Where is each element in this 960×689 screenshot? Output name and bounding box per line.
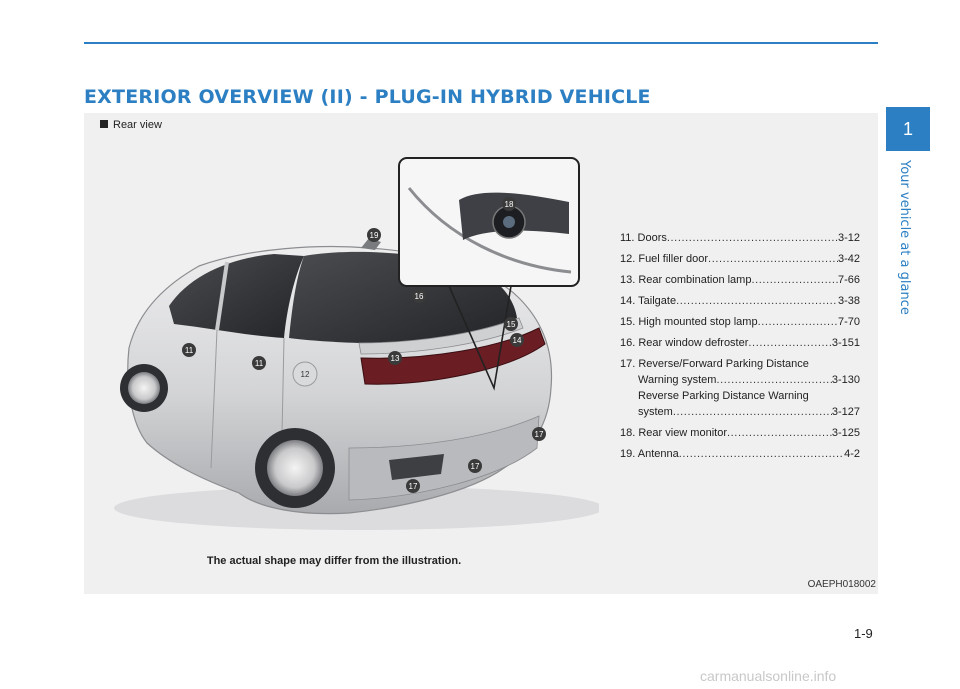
leader-dots xyxy=(673,404,832,420)
callout-17c xyxy=(406,479,420,493)
legend-page-ref[interactable]: 3-38 xyxy=(837,295,860,307)
callout-16 xyxy=(412,289,426,303)
callout-15 xyxy=(504,317,518,331)
side-windows xyxy=(169,254,304,338)
leader-dots xyxy=(667,230,838,246)
legend-label: 15. High mounted stop lamp xyxy=(620,316,758,328)
page-number: 1-9 xyxy=(854,626,873,641)
view-label-text: Rear view xyxy=(113,119,162,131)
callout-11a-label: 11 xyxy=(184,346,194,355)
legend-label: 16. Rear window defroster xyxy=(620,337,749,349)
legend-page-ref[interactable]: 3-12 xyxy=(837,232,860,244)
legend-row xyxy=(620,425,860,441)
callout-12-label: 12 xyxy=(300,370,310,379)
callout-17b xyxy=(468,459,482,473)
callout-18 xyxy=(502,197,516,211)
illustration-disclaimer: The actual shape may differ from the illustration. xyxy=(206,555,462,567)
callout-15-label: 15 xyxy=(506,320,516,329)
callout-16-label: 16 xyxy=(414,292,424,301)
callout-17c-label: 17 xyxy=(408,482,418,491)
legend-page-ref[interactable]: 7-66 xyxy=(837,274,860,286)
callout-19 xyxy=(367,228,381,242)
header-rule xyxy=(84,42,878,44)
figure-panel xyxy=(84,113,878,594)
callout-11a xyxy=(182,343,196,357)
watermark: carmanualsonline.info xyxy=(700,668,837,684)
legend-item xyxy=(620,230,860,246)
legend-page-ref[interactable]: 3-127 xyxy=(831,406,860,418)
legend-page-ref[interactable]: 4-2 xyxy=(844,448,860,460)
legend-page-ref[interactable]: 7-70 xyxy=(837,316,860,328)
legend-row xyxy=(620,388,860,404)
legend-label: Reverse Parking Distance Warning xyxy=(638,390,809,402)
callout-18-label: 18 xyxy=(504,200,514,209)
figure-code: OAEPH018002 xyxy=(807,579,876,590)
legend-item xyxy=(620,446,860,462)
square-bullet-icon xyxy=(100,120,108,128)
callout-11b-label: 11 xyxy=(254,359,264,368)
chapter-tab[interactable]: 1 xyxy=(886,107,930,151)
legend-label: 12. Fuel filler door xyxy=(620,253,709,265)
legend-row xyxy=(620,356,860,372)
legend-item xyxy=(620,251,860,267)
legend-item xyxy=(620,272,860,288)
legend-row xyxy=(620,372,860,388)
callout-17a-label: 17 xyxy=(534,430,544,439)
legend-label: system xyxy=(638,406,673,418)
legend-page-ref[interactable]: 3-130 xyxy=(831,374,860,386)
legend-item xyxy=(620,314,860,330)
legend-label: 17. Reverse/Forward Parking Distance xyxy=(620,358,809,370)
legend-row xyxy=(620,404,860,420)
legend-page-ref[interactable]: 3-151 xyxy=(831,337,860,349)
legend-page-ref[interactable]: 3-42 xyxy=(837,253,860,265)
leader-dots xyxy=(708,251,838,267)
legend-row xyxy=(620,230,860,246)
car-rear-illustration xyxy=(99,148,599,541)
legend-label: 11. Doors xyxy=(620,232,667,244)
legend-page-ref[interactable]: 3-125 xyxy=(831,427,860,439)
legend-item xyxy=(620,356,860,420)
legend-item xyxy=(620,335,860,351)
page-title: EXTERIOR OVERVIEW (II) - PLUG-IN HYBRID VEHICLE xyxy=(84,86,651,108)
callout-19-label: 19 xyxy=(369,231,379,240)
chapter-name: Your vehicle at a glance xyxy=(897,160,912,315)
leader-dots xyxy=(679,446,844,462)
leader-dots xyxy=(748,335,831,351)
view-label xyxy=(100,119,162,131)
legend-item xyxy=(620,425,860,441)
leader-dots xyxy=(727,425,832,441)
camera-lens xyxy=(503,216,515,228)
legend-item xyxy=(620,293,860,309)
legend-label: 18. Rear view monitor xyxy=(620,427,727,439)
callout-17b-label: 17 xyxy=(470,462,480,471)
rear-rim xyxy=(267,440,323,496)
callout-14-label: 14 xyxy=(512,336,522,345)
legend-label: 19. Antenna xyxy=(620,448,679,460)
callout-17a xyxy=(532,427,546,441)
legend-label: Warning system xyxy=(638,374,717,386)
callout-14 xyxy=(510,333,524,347)
legend-row xyxy=(620,314,860,330)
legend-row xyxy=(620,446,860,462)
leader-dots xyxy=(676,293,838,309)
leader-dots xyxy=(751,272,838,288)
legend-label: 14. Tailgate xyxy=(620,295,677,307)
legend-row xyxy=(620,335,860,351)
legend-list xyxy=(620,230,860,467)
callout-11b xyxy=(252,356,266,370)
callout-13-label: 13 xyxy=(390,354,400,363)
leader-dots xyxy=(716,372,831,388)
front-rim xyxy=(128,372,160,404)
callout-13 xyxy=(388,351,402,365)
leader-dots xyxy=(758,314,838,330)
legend-row xyxy=(620,251,860,267)
legend-row xyxy=(620,293,860,309)
legend-row xyxy=(620,272,860,288)
legend-label: 13. Rear combination lamp xyxy=(620,274,752,286)
